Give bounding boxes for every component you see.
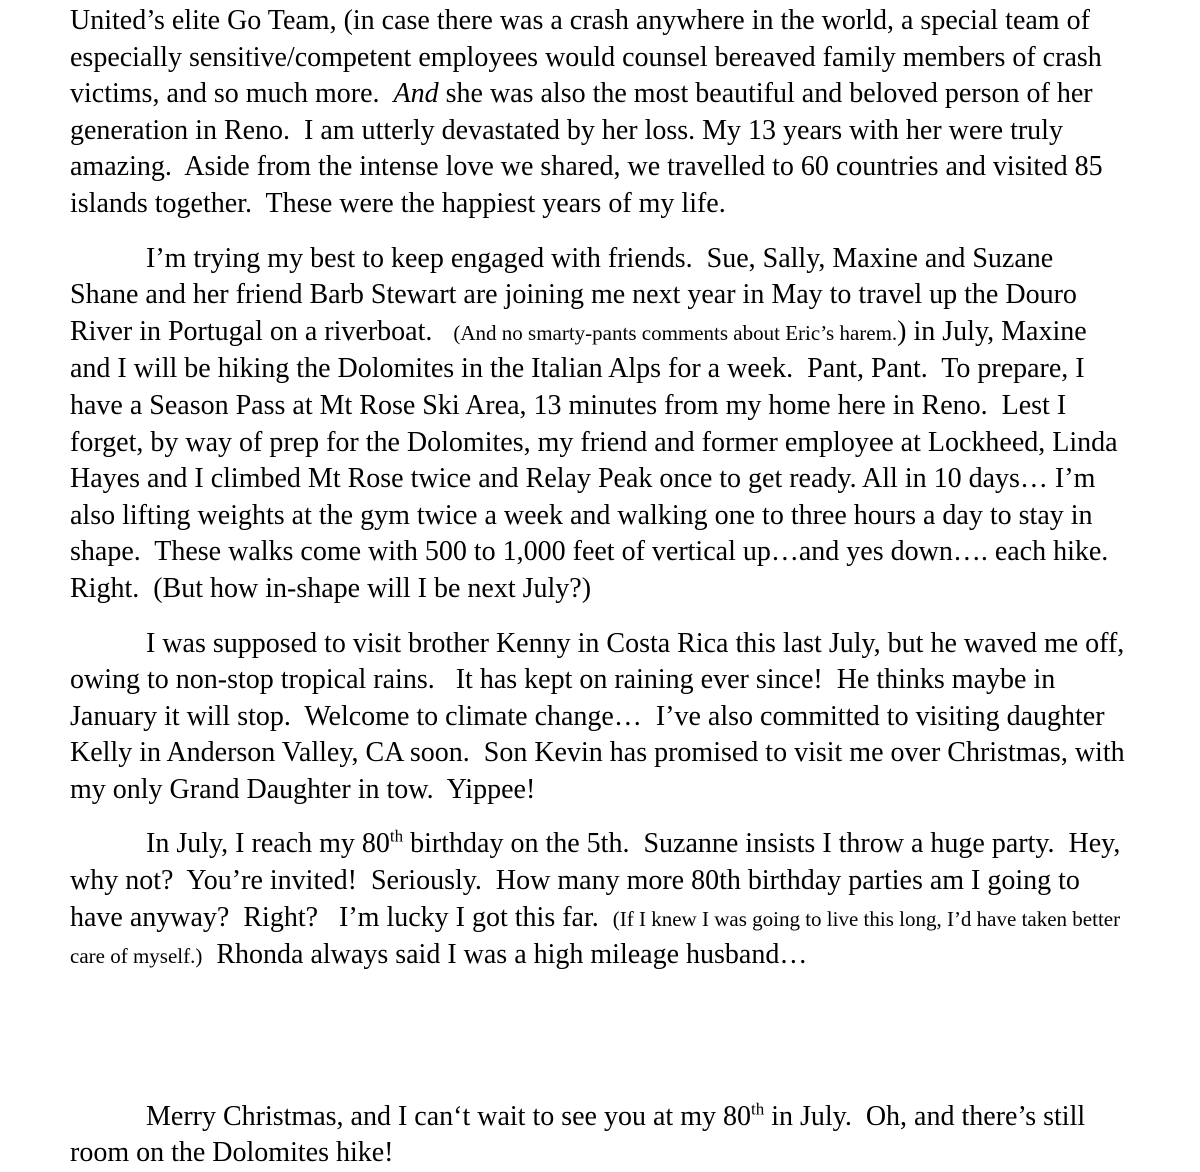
- text-run: ) in July, Maxine and I will be hiking the Dolomites in the Italian Alps for a week. Pant, Pant. To prepare, I have a Season Pass at Mt Rose Ski Area, 13 minutes from my home here in Reno. Lest I forget, by way of prep for the Dolomites, my friend and former employee at Lockheed, Linda Hayes and I climbed Mt Rose twice and Relay Peak once to get ready. All in 10 days… I’m also lifting weights at the gym twice a week and walking one to three hours a day to stay in shape. These walks come with 500 to 1,000 feet of vertical up…and yes down…. each hike. Right. (But how in-shape will I be next July?): [70, 315, 1125, 604]
- superscript-run: th: [389, 827, 404, 847]
- text-run: in July. Oh, and there’s still room on the Dolomites hike!: [70, 1100, 1093, 1169]
- text-run: United’s elite Go Team, (in case there was a crash anywhere in the world, a special team of especially sensitive/competent employees would counsel bereaved family members of crash victims, and so much more.: [70, 5, 1109, 110]
- paragraph-5: [70, 1099, 1127, 1172]
- italic-run: And: [393, 78, 439, 110]
- text-run: In July, I reach my 80: [146, 828, 390, 860]
- small-aside-run: (If I knew I was going to live this long, I’d have taken better care of myself.): [70, 906, 1126, 969]
- text-run: she was also the most beautiful and beloved person of her generation in Reno. I am utterly devastated by her loss. My 13 years with her were truly amazing. Aside from the intense love we shared, we travelled to 60 countries and visited 85 islands together. These were the happiest years of my life.: [70, 78, 1110, 219]
- letter-body: [70, 3, 1132, 1172]
- text-run: I was supposed to visit brother Kenny in Costa Rica this last July, but he waved me off, owing to non-stop tropical rains. It has kept on raining ever since! He thinks maybe in January it will stop. Welcome to climate change… I’ve also committed to visiting daughter Kelly in Anderson Valley, CA soon. Son Kevin has promised to visit me over Christmas, with my only Grand Daughter in tow. Yippee!: [70, 627, 1132, 805]
- paragraph-3: [70, 626, 1132, 809]
- text-run: Merry Christmas, and I can‘t wait to see you at my 80: [146, 1100, 751, 1132]
- small-aside-run: (And no smarty-pants comments about Eric’s harem.: [453, 320, 898, 345]
- paragraph-2: [70, 241, 1127, 608]
- text-run: birthday on the 5th. Suzanne insists I throw a huge party. Hey, why not? You’re invited! Seriously. How many more 80th birthday parties am I going to have anyway? Right? I’m lucky I got this far.: [70, 828, 1128, 933]
- text-run: I’m trying my best to keep engaged with friends. Sue, Sally, Maxine and Suzane Shane and her friend Barb Stewart are joining me next year in May to travel up the Douro River in Portugal on a riverboat.: [70, 242, 1084, 347]
- paragraph-1: [70, 3, 1127, 223]
- paragraph-4: [70, 826, 1127, 974]
- text-run: Rhonda always said I was a high mileage husband…: [202, 939, 808, 971]
- superscript-run: th: [750, 1099, 765, 1119]
